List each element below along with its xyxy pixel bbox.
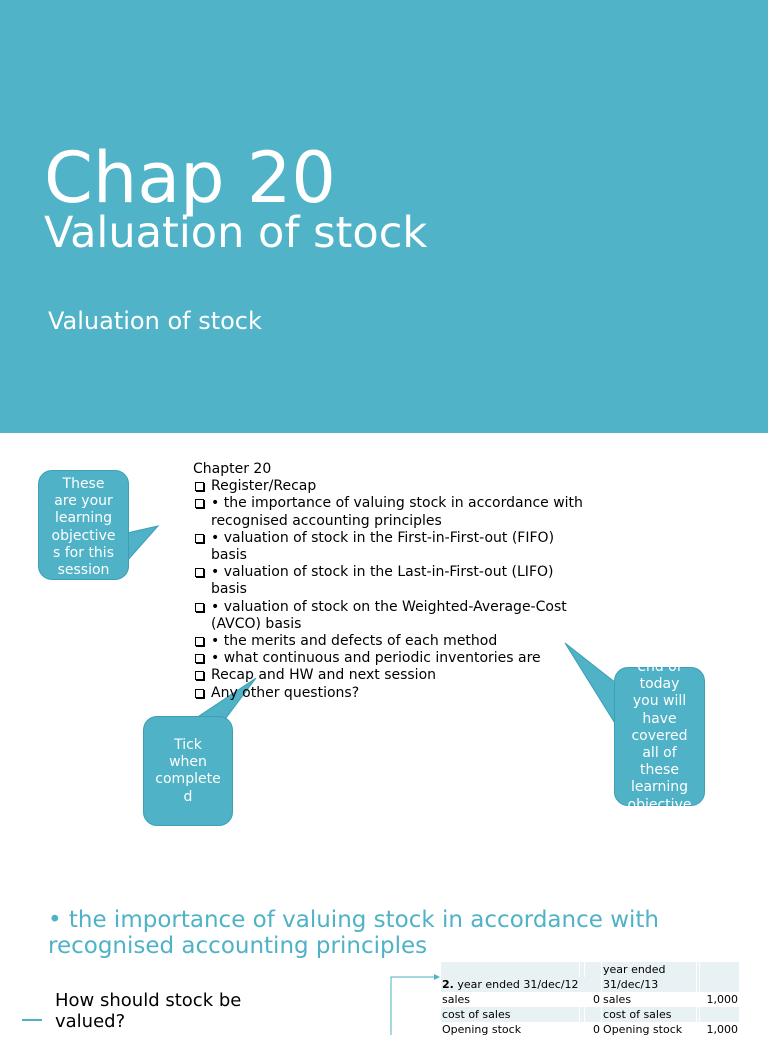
connector-arrow xyxy=(390,975,440,1035)
slide-title: Chap 20 xyxy=(44,137,336,219)
checkbox-icon[interactable] xyxy=(195,603,204,612)
objective-item xyxy=(193,564,593,598)
callout-line: d xyxy=(183,788,193,805)
callout-end-of-today xyxy=(614,659,705,813)
table-cell: 1,000 xyxy=(700,992,739,1007)
callout-line: you will xyxy=(632,693,687,710)
objective-item xyxy=(193,495,593,529)
table-cell: Opening stock xyxy=(602,1022,697,1037)
table-cell: 0 xyxy=(585,992,602,1007)
table-cell: 1,000 xyxy=(700,1022,739,1037)
callout-tick-when-completed xyxy=(143,716,233,826)
callout-line: all of xyxy=(642,745,677,762)
callout-line: objective xyxy=(51,527,116,544)
callout-line: learning xyxy=(54,510,113,527)
checkbox-icon[interactable] xyxy=(195,671,204,680)
objective-text: • the merits and defects of each method xyxy=(211,633,498,650)
objective-item xyxy=(193,650,593,667)
callout-line: These xyxy=(62,476,105,492)
table-cell: cost of sales xyxy=(441,1007,580,1022)
slide-subtitle: Valuation of stock xyxy=(44,208,428,258)
table-cell xyxy=(700,1007,739,1022)
table-row xyxy=(441,1022,740,1037)
checkbox-icon[interactable] xyxy=(195,654,204,663)
checkbox-icon[interactable] xyxy=(195,499,204,508)
callout-line: when xyxy=(169,754,207,771)
table-cell: 0 xyxy=(585,1022,602,1037)
table-cell xyxy=(585,1007,602,1022)
checkbox-icon[interactable] xyxy=(195,534,204,543)
table-cell xyxy=(441,962,580,977)
slide-body-text: Valuation of stock xyxy=(48,307,262,335)
objective-text: • the importance of valuing stock in accordance with recognised accounting principles xyxy=(211,495,583,529)
objective-item xyxy=(193,599,593,633)
question-number: 2. xyxy=(442,978,454,991)
objective-item xyxy=(193,685,593,702)
callout-line: session xyxy=(57,562,110,579)
objective-text: Any other questions? xyxy=(211,684,360,701)
table-cell: 31/dec/13 xyxy=(602,977,697,992)
table-cell xyxy=(585,962,602,977)
callout-line: Tick xyxy=(174,737,202,753)
callout-line: have xyxy=(642,710,677,727)
checkbox-icon[interactable] xyxy=(195,482,204,491)
objectives-list xyxy=(193,478,593,702)
table-cell xyxy=(700,977,739,992)
cell-text: year ended 31/dec/12 xyxy=(453,978,579,991)
table-row xyxy=(441,977,740,992)
table-cell: sales xyxy=(441,992,580,1007)
callout-line: objective xyxy=(627,796,692,813)
slide-heading: • the importance of valuing stock in accordance with recognised accounting principles xyxy=(48,907,659,959)
table-row xyxy=(441,1007,740,1022)
table-cell: year ended xyxy=(602,962,697,977)
callout-line: are your xyxy=(54,493,113,510)
objective-item xyxy=(193,667,593,684)
objective-text: • what continuous and periodic inventories are xyxy=(211,650,541,667)
checkbox-icon[interactable] xyxy=(195,637,204,646)
objectives-slide xyxy=(0,433,768,873)
accent-marker xyxy=(22,1019,42,1021)
callout-line: s for this xyxy=(53,544,114,561)
objective-item xyxy=(193,633,593,650)
table-row xyxy=(441,962,740,977)
callout-line: learning xyxy=(630,779,689,796)
objectives-heading: Chapter 20 xyxy=(193,461,272,477)
callout-line: today xyxy=(639,676,680,693)
objective-text: Register/Recap xyxy=(211,478,317,495)
table-cell: cost of sales xyxy=(602,1007,697,1022)
objective-text: Recap and HW and next session xyxy=(211,667,437,684)
objective-item xyxy=(193,478,593,495)
slide-question: How should stock be valued? xyxy=(55,990,242,1032)
objective-text: • valuation of stock on the Weighted-Average-Cost (AVCO) basis xyxy=(211,598,567,632)
callout-learning-objectives xyxy=(38,470,129,580)
spreadsheet-table xyxy=(440,962,739,1037)
callout-line: covered xyxy=(631,727,688,744)
callout-line: complete xyxy=(155,771,221,788)
table-cell: sales xyxy=(602,992,697,1007)
checkbox-icon[interactable] xyxy=(195,568,204,577)
table-cell xyxy=(441,977,602,992)
stock-valuation-slide xyxy=(0,873,768,1036)
checkbox-icon[interactable] xyxy=(195,689,204,698)
objective-text: • valuation of stock in the First-in-First-out (FIFO) basis xyxy=(211,529,555,564)
title-slide xyxy=(0,0,768,433)
table-row xyxy=(441,992,740,1007)
callout-line: these xyxy=(640,762,679,779)
objective-item xyxy=(193,530,593,564)
callout-line: end of xyxy=(637,659,682,675)
table-cell: Opening stock xyxy=(441,1022,580,1037)
callout-text-block xyxy=(621,659,698,814)
objective-text: • valuation of stock in the Last-in-First-out (LIFO) basis xyxy=(211,564,554,598)
table-cell xyxy=(700,962,739,977)
objectives-list-block xyxy=(193,461,593,702)
